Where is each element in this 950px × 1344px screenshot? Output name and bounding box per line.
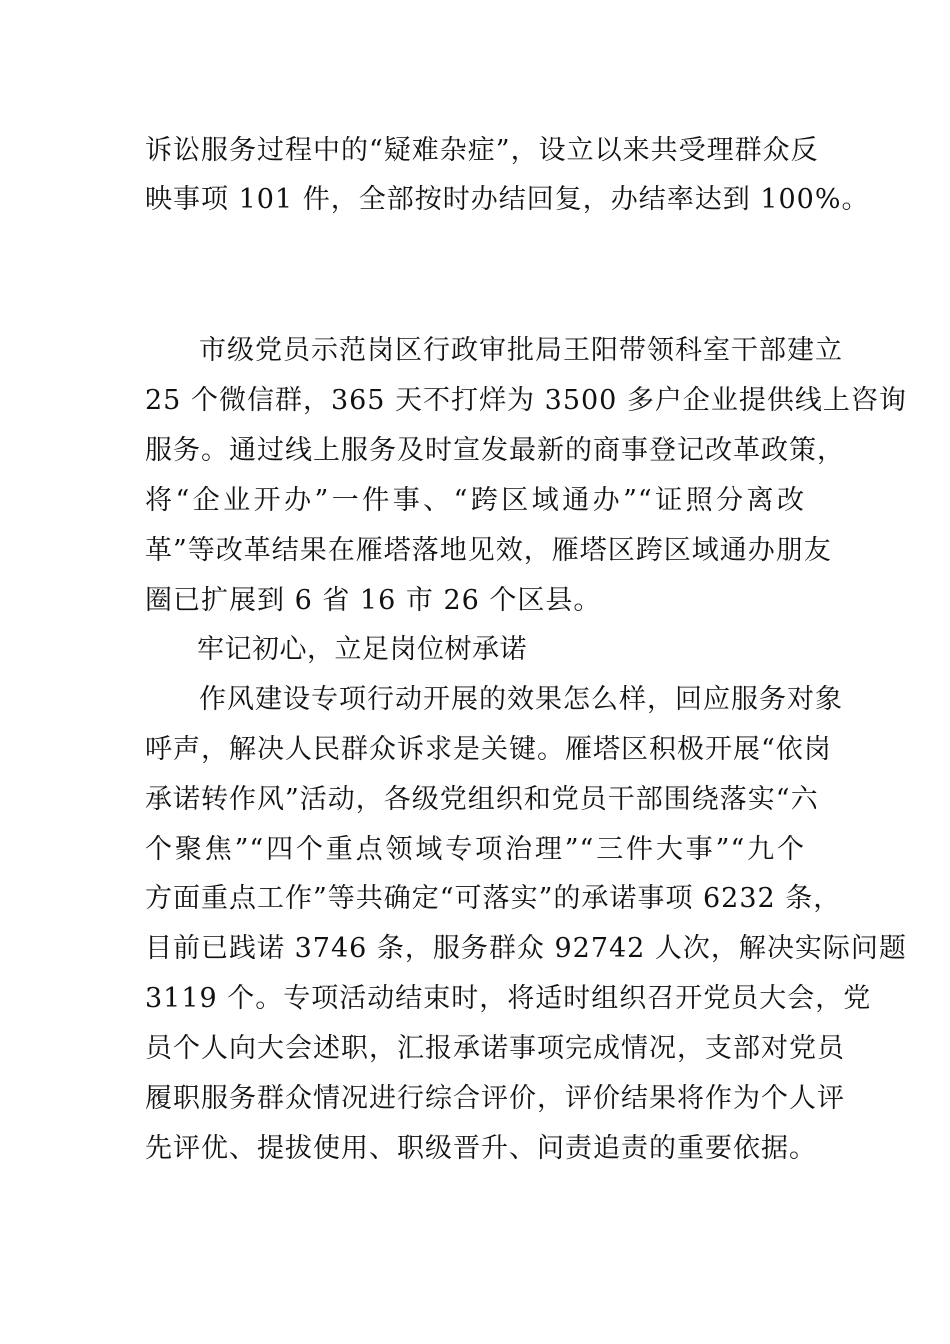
paragraph-2-line-5: 革”等改革结果在雁塔落地见效，雁塔区跨区域通办朋友 (145, 535, 832, 566)
section-heading: 牢记初心，立足岗位树承诺 (197, 634, 527, 665)
paragraph-1-line-2: 映事项 101 件，全部按时办结回复，办结率达到 100%。 (145, 184, 870, 215)
paragraph-3-line-1: 作风建设专项行动开展的效果怎么样，回应服务对象 (199, 684, 843, 715)
paragraph-3-line-9: 履职服务群众情况进行综合评价，评价结果将作为个人评 (145, 1083, 845, 1114)
paragraph-3-line-10: 先评优、提拔使用、职级晋升、问责追责的重要依据。 (145, 1133, 817, 1164)
paragraph-3-line-5: 方面重点工作”等共确定“可落实”的承诺事项 6232 条， (145, 883, 842, 914)
paragraph-3-line-8: 员个人向大会述职，汇报承诺事项完成情况，支部对党员 (145, 1033, 845, 1064)
paragraph-2-line-3: 服务。通过线上服务及时宣发最新的商事登记改革政策， (145, 435, 845, 466)
paragraph-3-line-7: 3119 个。专项活动结束时，将适时组织召开党员大会，党 (145, 983, 872, 1014)
paragraph-2-line-4: 将“企业开办”一件事、“跨区域通办”“证照分离改 (145, 485, 805, 516)
paragraph-3-line-3: 承诺转作风”活动，各级党组织和党员干部围绕落实“六 (145, 784, 819, 815)
paragraph-2-line-1: 市级党员示范岗区行政审批局王阳带领科室干部建立 (199, 335, 843, 366)
paragraph-2-line-6: 圈已扩展到 6 省 16 市 26 个区县。 (145, 585, 602, 616)
paragraph-1-line-1: 诉讼服务过程中的“疑难杂症”，设立以来共受理群众反 (145, 135, 819, 166)
paragraph-2-line-2: 25 个微信群，365 天不打烊为 3500 多户企业提供线上咨询 (145, 385, 907, 416)
paragraph-3-line-2: 呼声，解决人民群众诉求是关键。雁塔区积极开展“依岗 (145, 734, 832, 765)
paragraph-3-line-6: 目前已践诺 3746 条，服务群众 92742 人次，解决实际问题 (145, 933, 907, 964)
paragraph-3-line-4: 个聚焦”“四个重点领域专项治理”“三件大事”“九个 (145, 834, 805, 865)
